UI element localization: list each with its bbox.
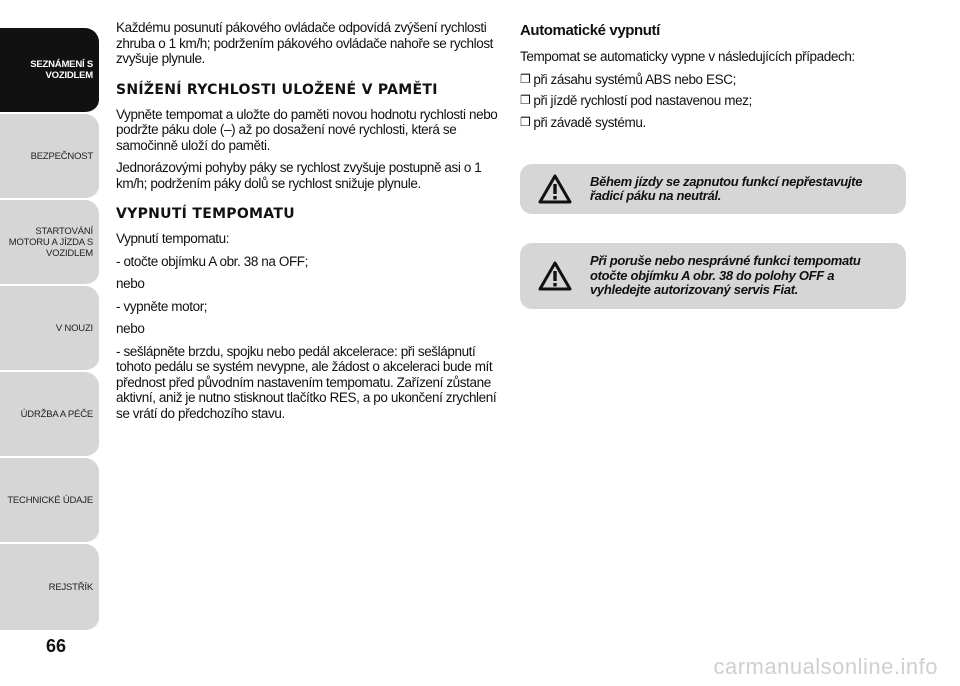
tab-label: SEZNÁMENÍ S VOZIDLEM (30, 59, 93, 81)
paragraph-reduce-speed: Vypněte tempomat a uložte do paměti novou hodnotu rychlosti nebo podržte páku dole (–) až po dosažení nové rychlosti, která se samočinně uloží do paměti. (116, 106, 498, 153)
line-turn-ring: - otočte objímku A obr. 38 na OFF; (116, 253, 309, 269)
list-item (520, 72, 910, 88)
paragraph-auto-off-intro: Tempomat se automaticky vypne v následujících případech: (520, 49, 855, 64)
tab-label: V NOUZI (55, 322, 93, 334)
checkbox-bullet-icon: ❒ (520, 93, 531, 107)
heading-reduce-speed: SNÍŽENÍ RYCHLOSTI ULOŽENÉ V PAMĚTI (116, 81, 438, 98)
tab-technicke-udaje[interactable] (0, 458, 99, 544)
tab-v-nouzi[interactable] (0, 286, 99, 372)
tab-label: ÚDRŽBA A PÉČE (20, 408, 93, 420)
warning-text: Během jízdy se zapnutou funkcí nepřestavujte řadicí páku na neutrál. (590, 173, 863, 203)
bullet-text: při závadě systému. (533, 114, 646, 130)
tab-label: REJSTŘÍK (48, 581, 93, 593)
right-column (520, 22, 910, 136)
warning-triangle-icon (520, 261, 590, 291)
bullet-text: při zásahu systémů ABS nebo ESC; (533, 71, 736, 87)
warning-text: Při poruše nebo nesprávné funkci tempomatu otočte objímku A obr. 38 do polohy OFF a vyhledejte autorizovaný servis Fiat. (590, 253, 861, 298)
list-item (520, 93, 910, 109)
watermark: carmanualsonline.info (713, 654, 938, 679)
list-item (520, 115, 910, 131)
line-cruise-off-intro: Vypnutí tempomatu: (116, 231, 230, 246)
paragraph-speed-increase: Každému posunutí pákového ovládače odpovídá zvýšení rychlosti zhruba o 1 km/h; podržením pákového ovládače nahoře se rychlost zvyšuje plynule. (116, 20, 494, 66)
heading-auto-off: Automatické vypnutí (520, 22, 660, 39)
tab-bezpecnost[interactable] (0, 114, 99, 200)
page-number: 66 (46, 636, 67, 656)
tab-label: TECHNICKÉ ÚDAJE (7, 494, 93, 506)
warning-box-failure (520, 243, 906, 309)
tab-seznameni-s-vozidlem[interactable] (0, 28, 99, 114)
tab-label: BEZPEČNOST (30, 150, 93, 162)
heading-cruise-off: VYPNUTÍ TEMPOMATU (116, 206, 295, 222)
line-or: nebo (116, 276, 145, 291)
tab-rejstrik[interactable] (0, 544, 99, 632)
line-pedal: - sešlápněte brzdu, spojku nebo pedál akcelerace: při sešlápnutí tohoto pedálu se systém nevypne, ale žádost o akceleraci bude mít přednost před původním nastavením tempomatu. Zařízení zůstane aktivní, aniž je nutno stisknout tlačítko RES, a po ukončení zrychlení se vrátí do předchozího stavu. (116, 343, 497, 421)
paragraph-lever-steps: Jednorázovými pohyby páky se rychlost zvyšuje postupně asi o 1 km/h; podržením páky dolů se rychlost snižuje plynule. (116, 160, 482, 191)
warning-box-neutral (520, 164, 906, 214)
line-or: nebo (116, 321, 145, 336)
line-engine-off: - vypněte motor; (116, 298, 208, 314)
checkbox-bullet-icon: ❒ (520, 71, 531, 86)
bullet-text: při jízdě rychlostí pod nastavenou mez; (533, 93, 752, 108)
left-column (116, 20, 501, 428)
tab-startovani-motoru[interactable] (0, 200, 99, 286)
tab-label: STARTOVÁNÍ MOTORU A JÍZDA S VOZIDLEM (8, 225, 93, 259)
checkbox-bullet-icon: ❒ (520, 114, 531, 129)
warning-triangle-icon (520, 174, 590, 204)
tab-udrzba-a-pece[interactable] (0, 372, 99, 458)
